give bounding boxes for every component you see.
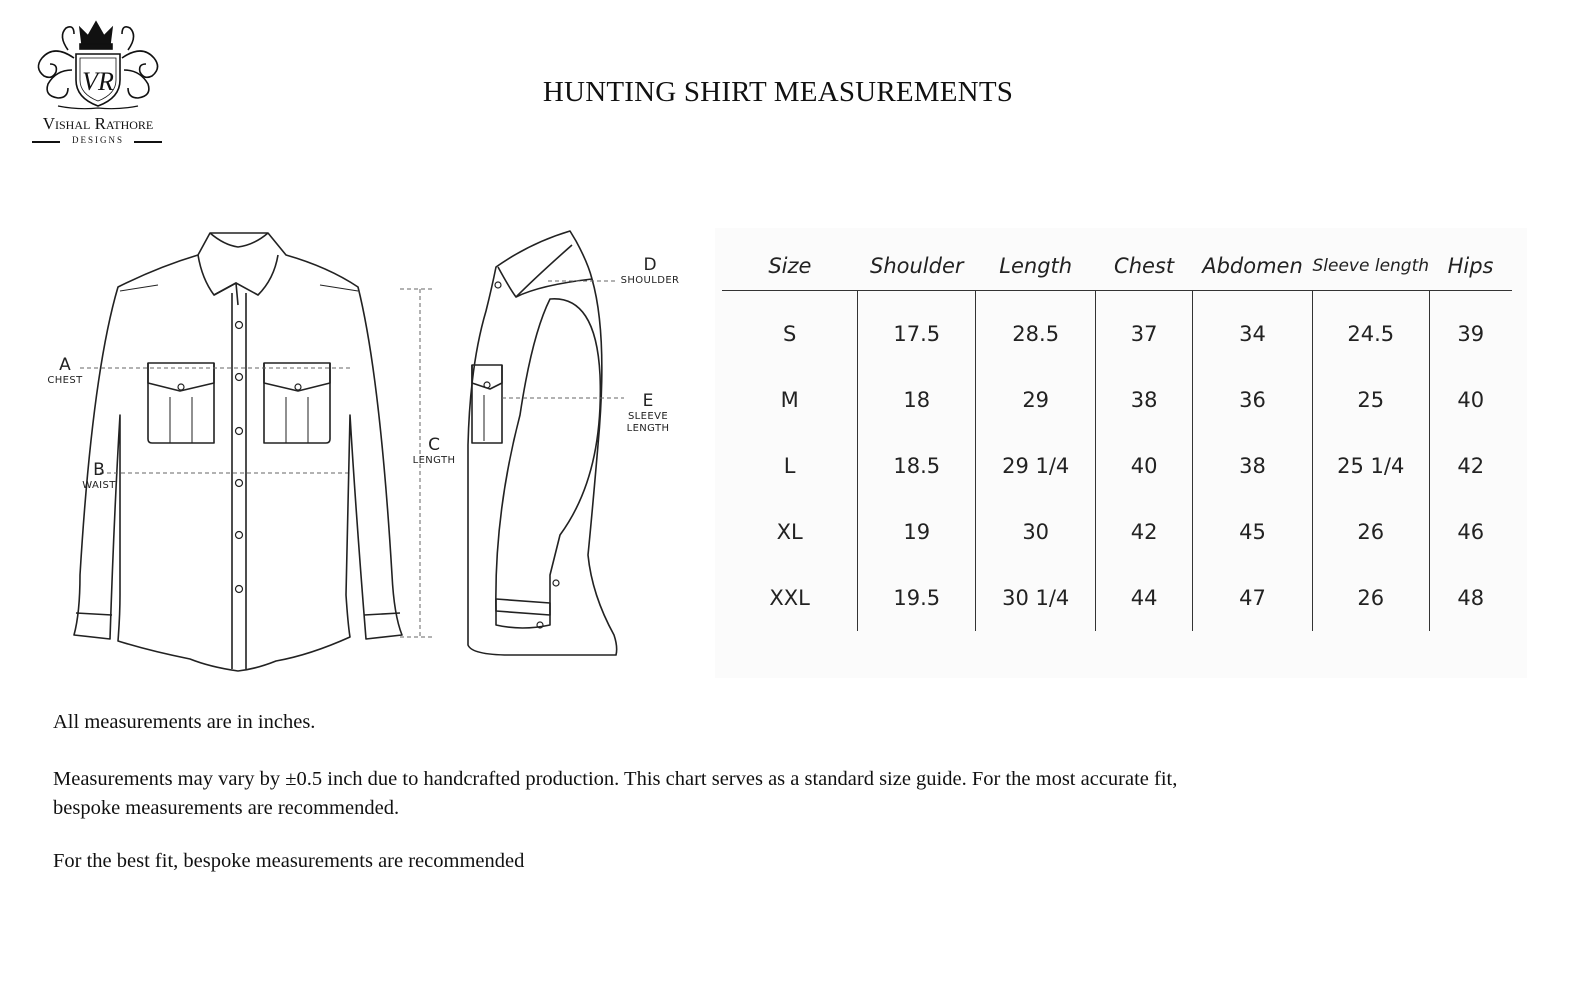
table-cell: 40 bbox=[1429, 367, 1512, 433]
table-cell: 18 bbox=[858, 367, 976, 433]
shoulder-label: D SHOULDER bbox=[620, 255, 680, 286]
table-cell: 25 1/4 bbox=[1312, 433, 1429, 499]
table-cell: 36 bbox=[1193, 367, 1313, 433]
column-header-hips: Hips bbox=[1429, 242, 1512, 291]
table-cell: 18.5 bbox=[858, 433, 976, 499]
best-fit-note: For the best fit, bespoke measurements are recommended bbox=[53, 850, 525, 872]
size-chart bbox=[715, 228, 1527, 678]
table-cell: 30 bbox=[976, 499, 1096, 565]
table-cell: M bbox=[780, 388, 799, 412]
table-cell: 24.5 bbox=[1312, 291, 1429, 368]
logo-rule-right bbox=[134, 141, 162, 143]
table-header-row bbox=[722, 242, 1512, 291]
table-cell: 38 bbox=[1096, 367, 1193, 433]
column-header-sleeve-length: Sleeve length bbox=[1312, 242, 1429, 291]
column-header-size: Size bbox=[722, 242, 858, 291]
table-cell: 44 bbox=[1096, 565, 1193, 631]
table-row bbox=[722, 565, 1512, 631]
table-cell: 26 bbox=[1312, 565, 1429, 631]
table-cell: 48 bbox=[1429, 565, 1512, 631]
table-cell: 26 bbox=[1312, 499, 1429, 565]
waist-label: B WAIST bbox=[82, 460, 116, 491]
sleeve-length-label: E SLEEVE LENGTH bbox=[626, 391, 670, 434]
table-cell: 19.5 bbox=[858, 565, 976, 631]
chest-label: A CHEST bbox=[47, 355, 83, 386]
column-header-abdomen: Abdomen bbox=[1193, 242, 1313, 291]
table-cell: 45 bbox=[1193, 499, 1313, 565]
table-row bbox=[722, 291, 1512, 368]
table-row bbox=[722, 433, 1512, 499]
table-cell: 29 bbox=[976, 367, 1096, 433]
variance-note: Measurements may vary by ±0.5 inch due to handcrafted production. This chart serves as a standard size guide. For the most accurate fit, bespoke measurements are recommended. bbox=[53, 768, 1178, 819]
shirt-illustration bbox=[40, 215, 700, 685]
table-cell: 46 bbox=[1429, 499, 1512, 565]
brand-subtitle: DESIGNS bbox=[71, 135, 124, 145]
length-label: C LENGTH bbox=[412, 435, 456, 466]
table-cell: 37 bbox=[1096, 291, 1193, 368]
table-cell: 42 bbox=[1429, 433, 1512, 499]
column-header-shoulder: Shoulder bbox=[858, 242, 976, 291]
table-cell: 38 bbox=[1193, 433, 1313, 499]
table-cell: XL bbox=[776, 520, 803, 544]
table-row bbox=[722, 499, 1512, 565]
table-cell: 40 bbox=[1096, 433, 1193, 499]
table-cell: 39 bbox=[1429, 291, 1512, 368]
table-cell: L bbox=[783, 454, 796, 478]
page-title: HUNTING SHIRT MEASUREMENTS bbox=[542, 76, 1014, 108]
table-cell: 34 bbox=[1193, 291, 1313, 368]
table-cell: XXL bbox=[769, 586, 810, 610]
table-cell: 47 bbox=[1193, 565, 1313, 631]
table-cell: 42 bbox=[1096, 499, 1193, 565]
svg-text:VR: VR bbox=[82, 67, 114, 96]
column-header-length: Length bbox=[976, 242, 1096, 291]
table-cell: 17.5 bbox=[858, 291, 976, 368]
units-note: All measurements are in inches. bbox=[53, 711, 316, 733]
size-table bbox=[722, 242, 1512, 631]
table-cell: 28.5 bbox=[976, 291, 1096, 368]
table-cell: S bbox=[782, 322, 797, 346]
table-cell: 25 bbox=[1312, 367, 1429, 433]
brand-name: Vishal Rathore bbox=[42, 114, 154, 133]
table-cell: 29 1/4 bbox=[976, 433, 1096, 499]
table-cell: 30 1/4 bbox=[976, 565, 1096, 631]
column-header-chest: Chest bbox=[1096, 242, 1193, 291]
table-cell: 19 bbox=[858, 499, 976, 565]
table-row bbox=[722, 367, 1512, 433]
shirt-diagram bbox=[40, 215, 700, 685]
